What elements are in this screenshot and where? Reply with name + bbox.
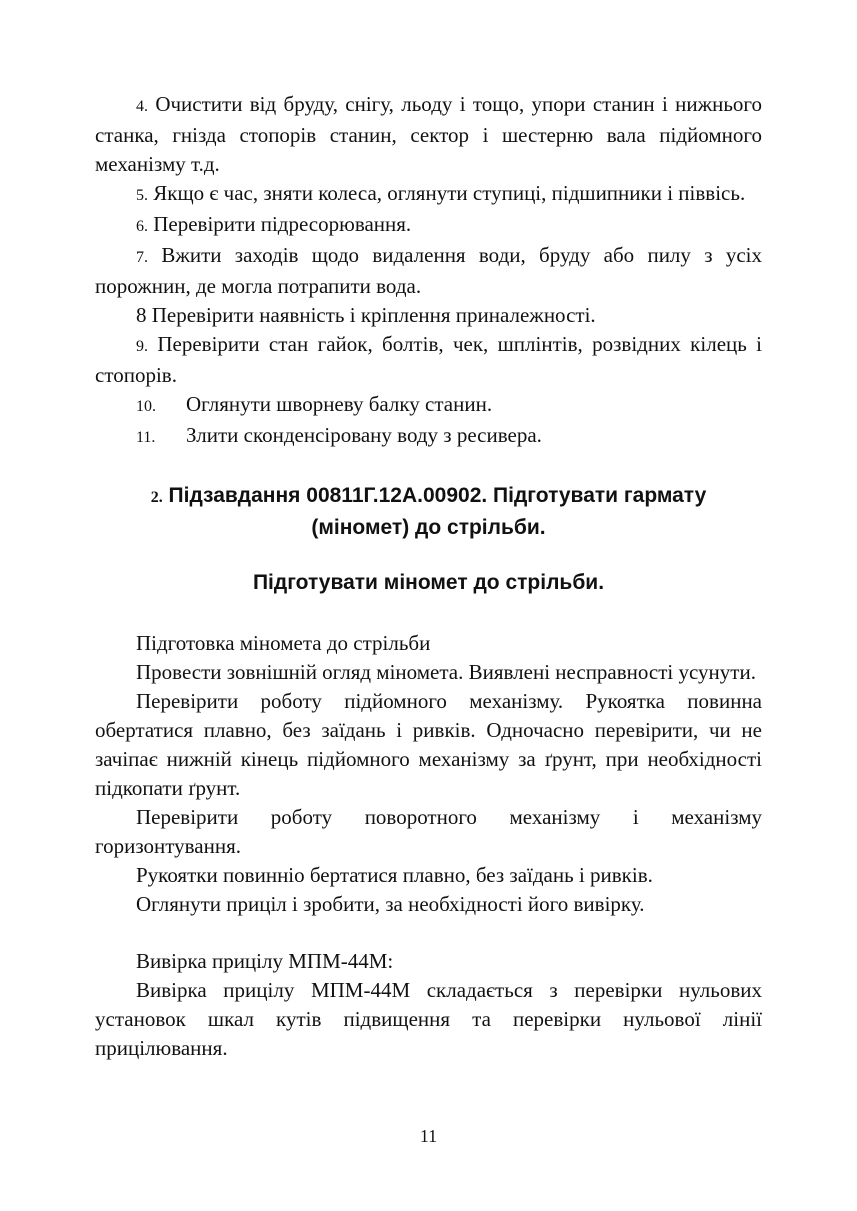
- list-item-11: [95, 421, 762, 452]
- list-number: 9.: [136, 338, 148, 355]
- list-item-5: [95, 179, 762, 210]
- paragraph: Підготовка міномета до стрільби: [136, 631, 431, 655]
- section-heading-line-2: (міномет) до стрільби.: [311, 516, 546, 539]
- list-text: Очистити від бруду, снігу, льоду і тощо, упори станин і нижнього станка, гнізда стопорів станин, сектор і шестерню вала підйомного механізму т.д.: [95, 92, 762, 176]
- list-number: 11.: [136, 429, 156, 446]
- list-number: 4.: [136, 98, 148, 115]
- paragraph: Оглянути приціл і зробити, за необхідності його вивірку.: [136, 892, 645, 916]
- section2-title: Вивірка прицілу МПМ-44М:: [136, 949, 394, 973]
- list-number: 10.: [136, 398, 156, 415]
- heading-line-1: Підзавдання 00811Г.12А.00902. Підготувати гармату: [168, 484, 707, 507]
- list-text: Якщо є час, зняти колеса, оглянути ступиці, підшипники і піввісь.: [153, 181, 746, 205]
- list-text: Перевірити стан гайок, болтів, чек, шплінтів, розвідних кілець і стопорів.: [95, 332, 763, 387]
- paragraph: Провести зовнішній огляд міномета. Виявлені несправності усунути.: [136, 660, 756, 684]
- list-item-10: [95, 390, 762, 421]
- list-number: 7.: [136, 249, 148, 266]
- list-item-6: [95, 210, 762, 241]
- paragraph: Перевірити роботу поворотного механізму і механізму горизонтування.: [95, 805, 762, 858]
- list-item-8: [95, 301, 762, 330]
- list-text: Вжити заходів щодо видалення води, бруду або пилу з усіх порожнин, де могла потрапити вода.: [95, 243, 762, 298]
- list-number: 5.: [136, 187, 148, 204]
- document-page: [95, 90, 762, 1063]
- list-text: Оглянути шворневу балку станин.: [186, 392, 493, 416]
- list-item-9: [95, 330, 762, 390]
- page-number: 11: [419, 1126, 438, 1146]
- list-item-7: [95, 241, 762, 301]
- list-item-4: [95, 90, 762, 179]
- list-text: 8 Перевірити наявність і кріплення приналежності.: [136, 303, 596, 327]
- section-heading: [95, 481, 762, 513]
- list-text: Злити сконденсіровану воду з ресивера.: [186, 423, 542, 447]
- paragraph: Перевірити роботу підйомного механізму. Рукоятка повинна обертатися плавно, без заїдань і ривків. Одночасно перевірити, чи не зачіпає нижній кінець підйомного механізму за ґрунт, при необхідності підкопати ґрунт.: [95, 689, 762, 800]
- paragraph: Рукоятки повинніо бертатися плавно, без заїдань і ривків.: [136, 863, 653, 887]
- list-number: 6.: [136, 218, 148, 235]
- section2-text: Вивірка прицілу МПМ-44М складається з перевірки нульових установок шкал кутів підвищення та перевірки нульової лінії прицілювання.: [95, 978, 762, 1060]
- heading-number: 2.: [150, 489, 163, 506]
- subheading: Підготувати міномет до стрільби.: [252, 571, 605, 594]
- list-text: Перевірити підресорювання.: [153, 212, 412, 236]
